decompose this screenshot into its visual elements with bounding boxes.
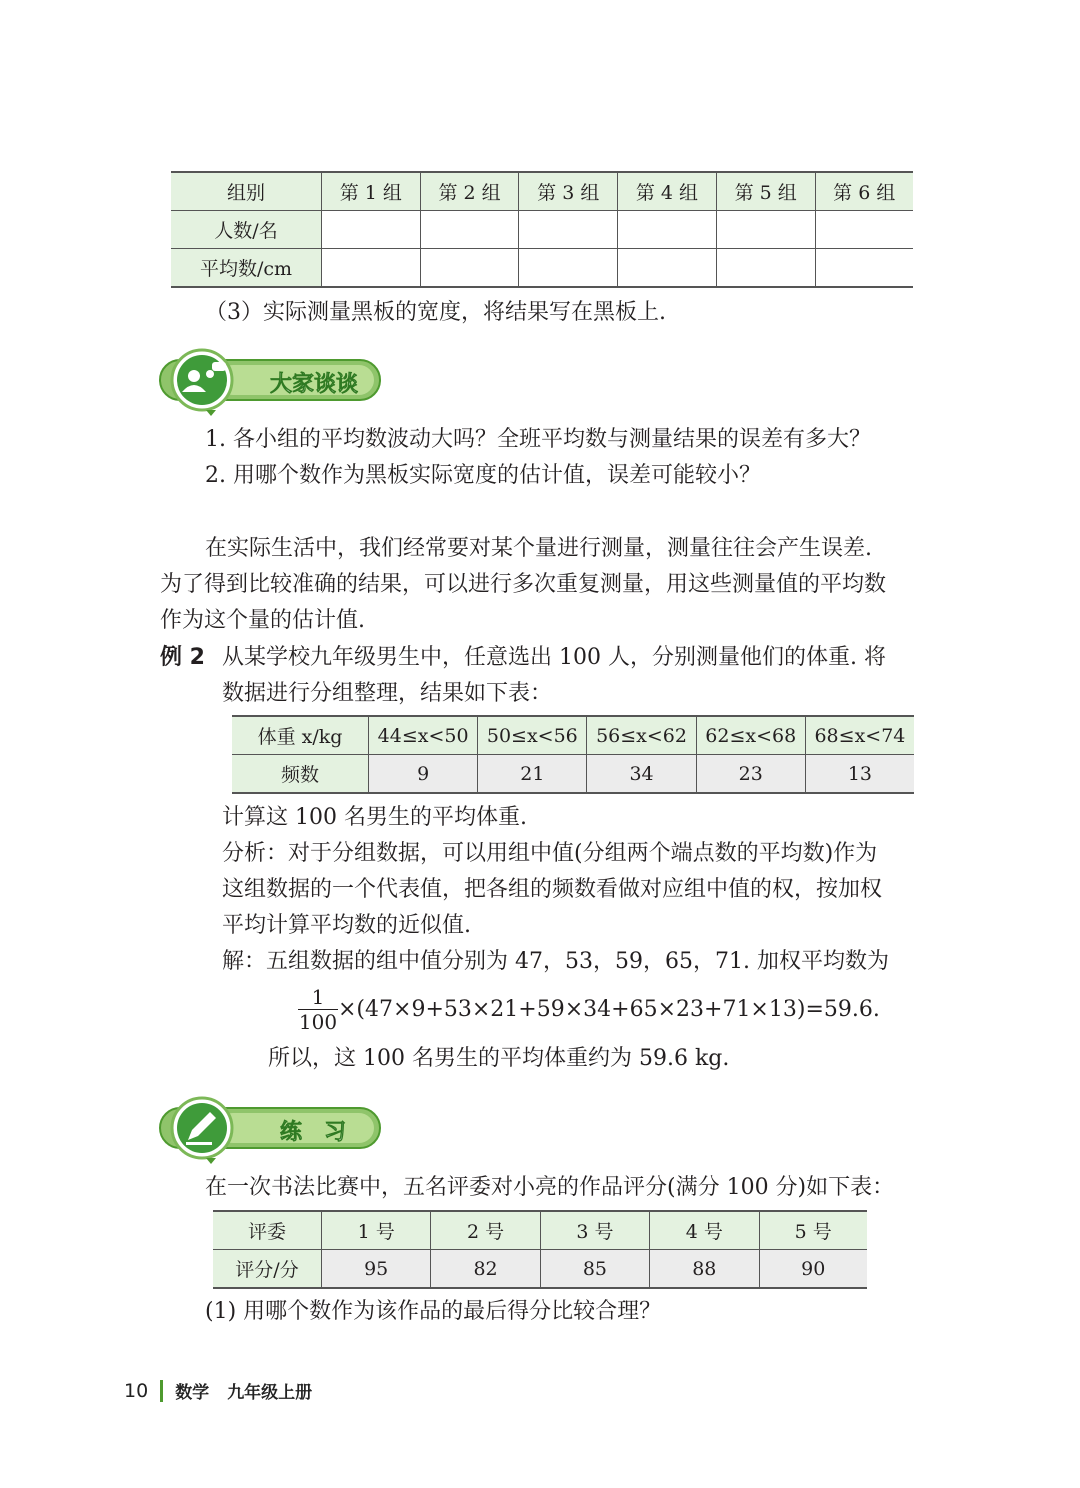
header-cell: 第 6 组	[815, 172, 913, 211]
table-cell: 82	[431, 1250, 540, 1289]
header-cell: 2 号	[431, 1211, 540, 1250]
header-cell: 56≤x<62	[587, 716, 696, 755]
table-cell	[618, 211, 717, 249]
header-cell: 组别	[171, 172, 322, 211]
example-label: 例 2	[160, 645, 205, 670]
page-footer	[124, 1378, 312, 1403]
discuss-item-1: 1. 各小组的平均数波动大吗？全班平均数与测量结果的误差有多大？	[205, 427, 871, 452]
footer-book: 九年级上册	[227, 1383, 313, 1403]
header-cell: 5 号	[759, 1211, 867, 1250]
table-cell	[716, 211, 815, 249]
table-cell: 34	[587, 755, 696, 794]
paragraph-line: 作为这个量的估计值.	[160, 608, 365, 633]
conclusion-text: 所以，这 100 名男生的平均体重约为 59.6 kg.	[268, 1046, 730, 1071]
analysis-line: 这组数据的一个代表值，把各组的频数看做对应组中值的权，按加权	[222, 877, 883, 902]
header-cell: 第 5 组	[716, 172, 815, 211]
table-cell: 88	[650, 1250, 759, 1289]
header-cell: 62≤x<68	[696, 716, 805, 755]
header-cell: 第 2 组	[420, 172, 519, 211]
header-cell: 4 号	[650, 1211, 759, 1250]
table-cell: 9	[369, 755, 478, 794]
table-cell	[322, 211, 421, 249]
header-cell: 第 1 组	[322, 172, 421, 211]
fraction-numerator: 1	[311, 985, 325, 1009]
practice-question-1: (1) 用哪个数作为该作品的最后得分比较合理？	[205, 1299, 662, 1324]
header-cell: 第 3 组	[519, 172, 618, 211]
header-cell: 评委	[213, 1211, 322, 1250]
analysis-line: 平均计算平均数的近似值.	[222, 913, 471, 938]
table-cell	[815, 211, 913, 249]
row-label: 频数	[232, 755, 369, 794]
discuss-title: 大家谈谈	[270, 372, 359, 397]
table-cell: 90	[759, 1250, 867, 1289]
table-cell: 95	[322, 1250, 431, 1289]
footer-divider	[160, 1380, 163, 1402]
table-cell	[618, 249, 717, 288]
fraction-denominator: 100	[298, 1010, 338, 1034]
table-cell: 13	[805, 755, 914, 794]
row-label: 评分/分	[213, 1250, 322, 1289]
group-table	[171, 171, 913, 288]
row-label: 人数/名	[171, 211, 322, 249]
weight-table	[232, 715, 914, 794]
table-cell	[519, 249, 618, 288]
solution-text: 解：五组数据的组中值分别为 47，53，59，65，71. 加权平均数为	[222, 949, 889, 974]
step-3-text: （3）实际测量黑板的宽度，将结果写在黑板上.	[205, 300, 666, 325]
analysis-line: 分析：对于分组数据，可以用组中值(分组两个端点数的平均数)作为	[222, 841, 878, 866]
header-cell: 3 号	[540, 1211, 649, 1250]
table-cell: 23	[696, 755, 805, 794]
header-cell: 体重 x/kg	[232, 716, 369, 755]
score-table	[213, 1210, 867, 1289]
paragraph-line: 为了得到比较准确的结果，可以进行多次重复测量，用这些测量值的平均数	[160, 572, 887, 597]
practice-title: 练 习	[280, 1120, 347, 1145]
table-cell: 85	[540, 1250, 649, 1289]
table-cell	[716, 249, 815, 288]
table-cell	[420, 249, 519, 288]
footer-subject: 数学	[175, 1383, 210, 1403]
practice-banner-graphic	[158, 1094, 384, 1166]
practice-intro: 在一次书法比赛中，五名评委对小亮的作品评分(满分 100 分)如下表：	[205, 1175, 895, 1200]
header-cell: 1 号	[322, 1211, 431, 1250]
discuss-item-2: 2. 用哪个数作为黑板实际宽度的估计值，误差可能较小？	[205, 463, 761, 488]
example-text: 数据进行分组整理，结果如下表：	[222, 681, 553, 706]
header-cell: 第 4 组	[618, 172, 717, 211]
table-cell	[815, 249, 913, 288]
practice-banner	[158, 1094, 384, 1170]
table-cell	[519, 211, 618, 249]
table-cell: 21	[478, 755, 587, 794]
header-cell: 44≤x<50	[369, 716, 478, 755]
question-text: 计算这 100 名男生的平均体重.	[222, 805, 527, 830]
header-cell: 68≤x<74	[805, 716, 914, 755]
formula-expression: ×(47×9+53×21+59×34+65×23+71×13)=59.6.	[338, 997, 880, 1022]
page-number: 10	[124, 1379, 149, 1402]
paragraph-line: 在实际生活中，我们经常要对某个量进行测量，测量往往会产生误差.	[205, 536, 872, 561]
discuss-banner	[158, 346, 384, 422]
header-cell: 50≤x<56	[478, 716, 587, 755]
table-cell	[322, 249, 421, 288]
row-label: 平均数/cm	[171, 249, 322, 288]
example-text: 从某学校九年级男生中，任意选出 100 人，分别测量他们的体重. 将	[222, 645, 886, 670]
table-cell	[420, 211, 519, 249]
